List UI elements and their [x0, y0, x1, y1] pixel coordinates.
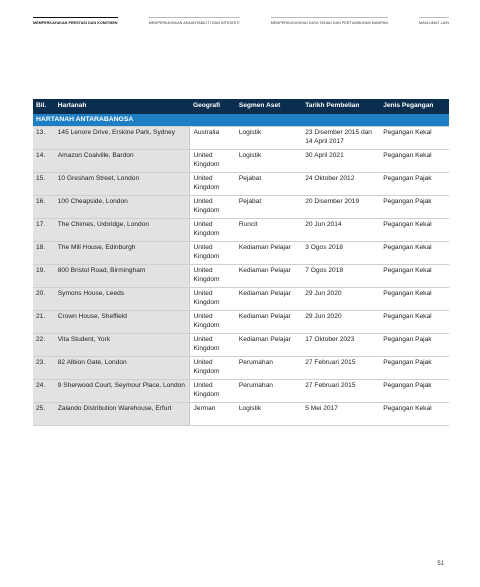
- table-row: [33, 127, 449, 150]
- cell-bil: 17.: [33, 219, 55, 242]
- header-bil: Bil.: [33, 99, 55, 114]
- cell-hartanah: 82 Albion Gate, London: [55, 357, 190, 380]
- cell-bil: 25.: [33, 403, 55, 426]
- cell-geografi: United Kingdom: [190, 311, 236, 334]
- table-row: [33, 380, 449, 403]
- cell-tarikh-pembelian: 20 Disember 2019: [302, 196, 380, 219]
- cell-geografi: United Kingdom: [190, 380, 236, 403]
- cell-bil: 22.: [33, 334, 55, 357]
- cell-segmen-aset: Runcit: [236, 219, 302, 242]
- cell-hartanah: The Chimes, Uxbridge, London: [55, 219, 190, 242]
- cell-bil: 16.: [33, 196, 55, 219]
- cell-geografi: United Kingdom: [190, 288, 236, 311]
- cell-geografi: United Kingdom: [190, 242, 236, 265]
- cell-bil: 18.: [33, 242, 55, 265]
- cell-segmen-aset: Pejabat: [236, 196, 302, 219]
- cell-hartanah: Vita Student, York: [55, 334, 190, 357]
- cell-tarikh-pembelian: 30 April 2021: [302, 150, 380, 173]
- cell-tarikh-pembelian: 24 Oktober 2012: [302, 173, 380, 196]
- cell-segmen-aset: Kediaman Pelajar: [236, 288, 302, 311]
- cell-geografi: United Kingdom: [190, 334, 236, 357]
- cell-tarikh-pembelian: 27 Februari 2015: [302, 357, 380, 380]
- cell-segmen-aset: Perumahan: [236, 380, 302, 403]
- header-tarikh-pembelian: Tarikh Pembelian: [302, 99, 380, 114]
- cell-segmen-aset: Pejabat: [236, 173, 302, 196]
- cell-geografi: Australia: [190, 127, 236, 150]
- nav-item-prestasi[interactable]: MEMPERKAYAKAN PRESTASI DAN KOMITMEN: [33, 18, 118, 25]
- cell-geografi: United Kingdom: [190, 173, 236, 196]
- header-segmen-aset: Segmen Aset: [236, 99, 302, 114]
- cell-segmen-aset: Kediaman Pelajar: [236, 242, 302, 265]
- cell-segmen-aset: Kediaman Pelajar: [236, 265, 302, 288]
- cell-tarikh-pembelian: 27 Februari 2015: [302, 380, 380, 403]
- cell-hartanah: 100 Cheapside, London: [55, 196, 190, 219]
- cell-tarikh-pembelian: 5 Mei 2017: [302, 403, 380, 426]
- cell-jenis-pegangan: Pegangan Kekal: [380, 242, 449, 265]
- cell-bil: 21.: [33, 311, 55, 334]
- cell-hartanah: 9 Sherwood Court, Seymour Place, London: [55, 380, 190, 403]
- cell-tarikh-pembelian: 17 Oktober 2023: [302, 334, 380, 357]
- cell-geografi: United Kingdom: [190, 357, 236, 380]
- cell-bil: 15.: [33, 173, 55, 196]
- cell-hartanah: 800 Bristol Road, Birmingham: [55, 265, 190, 288]
- table-row: [33, 403, 449, 426]
- nav-item-maklumat-lain[interactable]: MAKLUMAT LAIN: [419, 18, 449, 25]
- cell-bil: 14.: [33, 150, 55, 173]
- table-row: [33, 357, 449, 380]
- cell-bil: 24.: [33, 380, 55, 403]
- cell-tarikh-pembelian: 7 Ogos 2018: [302, 265, 380, 288]
- cell-segmen-aset: Logistik: [236, 403, 302, 426]
- cell-geografi: United Kingdom: [190, 196, 236, 219]
- cell-jenis-pegangan: Pegangan Pajak: [380, 334, 449, 357]
- table-row: [33, 334, 449, 357]
- cell-bil: 23.: [33, 357, 55, 380]
- cell-hartanah: Crown House, Sheffield: [55, 311, 190, 334]
- cell-jenis-pegangan: Pegangan Kekal: [380, 288, 449, 311]
- cell-geografi: United Kingdom: [190, 150, 236, 173]
- top-navigation: [33, 18, 449, 25]
- cell-geografi: United Kingdom: [190, 265, 236, 288]
- cell-jenis-pegangan: Pegangan Kekal: [380, 265, 449, 288]
- cell-segmen-aset: Logistik: [236, 150, 302, 173]
- cell-hartanah: The Mill House, Edinburgh: [55, 242, 190, 265]
- section-title: HARTANAH ANTARABANGSA: [33, 114, 449, 127]
- cell-hartanah: 145 Lenore Drive, Erskine Park, Sydney: [55, 127, 190, 150]
- cell-jenis-pegangan: Pegangan Kekal: [380, 403, 449, 426]
- cell-segmen-aset: Kediaman Pelajar: [236, 334, 302, 357]
- property-table: [33, 99, 449, 426]
- table-row: [33, 150, 449, 173]
- cell-hartanah: Amazon Coalville, Bardon: [55, 150, 190, 173]
- cell-jenis-pegangan: Pegangan Kekal: [380, 311, 449, 334]
- cell-bil: 20.: [33, 288, 55, 311]
- section-row: [33, 114, 449, 127]
- cell-jenis-pegangan: Pegangan Pajak: [380, 173, 449, 196]
- cell-tarikh-pembelian: 20 Jun 2014: [302, 219, 380, 242]
- cell-bil: 13.: [33, 127, 55, 150]
- cell-segmen-aset: Logistik: [236, 127, 302, 150]
- table-row: [33, 288, 449, 311]
- table-row: [33, 311, 449, 334]
- nav-item-daya-tahan[interactable]: MEMPERKUKUHKAN DAYA TAHAN DAN PERTUMBUHAN MAMPAN: [271, 18, 388, 25]
- cell-hartanah: 10 Gresham Street, London: [55, 173, 190, 196]
- cell-jenis-pegangan: Pegangan Kekal: [380, 219, 449, 242]
- cell-jenis-pegangan: Pegangan Pajak: [380, 380, 449, 403]
- table-header-row: [33, 99, 449, 114]
- header-hartanah: Hartanah: [55, 99, 190, 114]
- table-row: [33, 173, 449, 196]
- header-geografi: Geografi: [190, 99, 236, 114]
- cell-tarikh-pembelian: 3 Ogos 2018: [302, 242, 380, 265]
- header-jenis-pegangan: Jenis Pegangan: [380, 99, 449, 114]
- cell-bil: 19.: [33, 265, 55, 288]
- table-row: [33, 265, 449, 288]
- cell-tarikh-pembelian: 23 Disember 2015 dan 14 April 2017: [302, 127, 380, 150]
- cell-tarikh-pembelian: 29 Jun 2020: [302, 311, 380, 334]
- cell-segmen-aset: Kediaman Pelajar: [236, 311, 302, 334]
- cell-hartanah: Zalando Distribution Warehouse, Erfurt: [55, 403, 190, 426]
- cell-jenis-pegangan: Pegangan Pajak: [380, 196, 449, 219]
- cell-jenis-pegangan: Pegangan Kekal: [380, 127, 449, 150]
- cell-jenis-pegangan: Pegangan Pajak: [380, 357, 449, 380]
- cell-tarikh-pembelian: 29 Jun 2020: [302, 288, 380, 311]
- cell-segmen-aset: Perumahan: [236, 357, 302, 380]
- cell-hartanah: Symons House, Leeds: [55, 288, 190, 311]
- cell-jenis-pegangan: Pegangan Kekal: [380, 150, 449, 173]
- nav-item-akauntabiliti[interactable]: MEMPERKAYAKAN AKAUNTABILITI DAN INTEGRITI: [149, 18, 240, 25]
- table-row: [33, 196, 449, 219]
- table-row: [33, 242, 449, 265]
- page-number: 51: [437, 561, 444, 567]
- table-row: [33, 219, 449, 242]
- cell-geografi: United Kingdom: [190, 219, 236, 242]
- cell-geografi: Jerman: [190, 403, 236, 426]
